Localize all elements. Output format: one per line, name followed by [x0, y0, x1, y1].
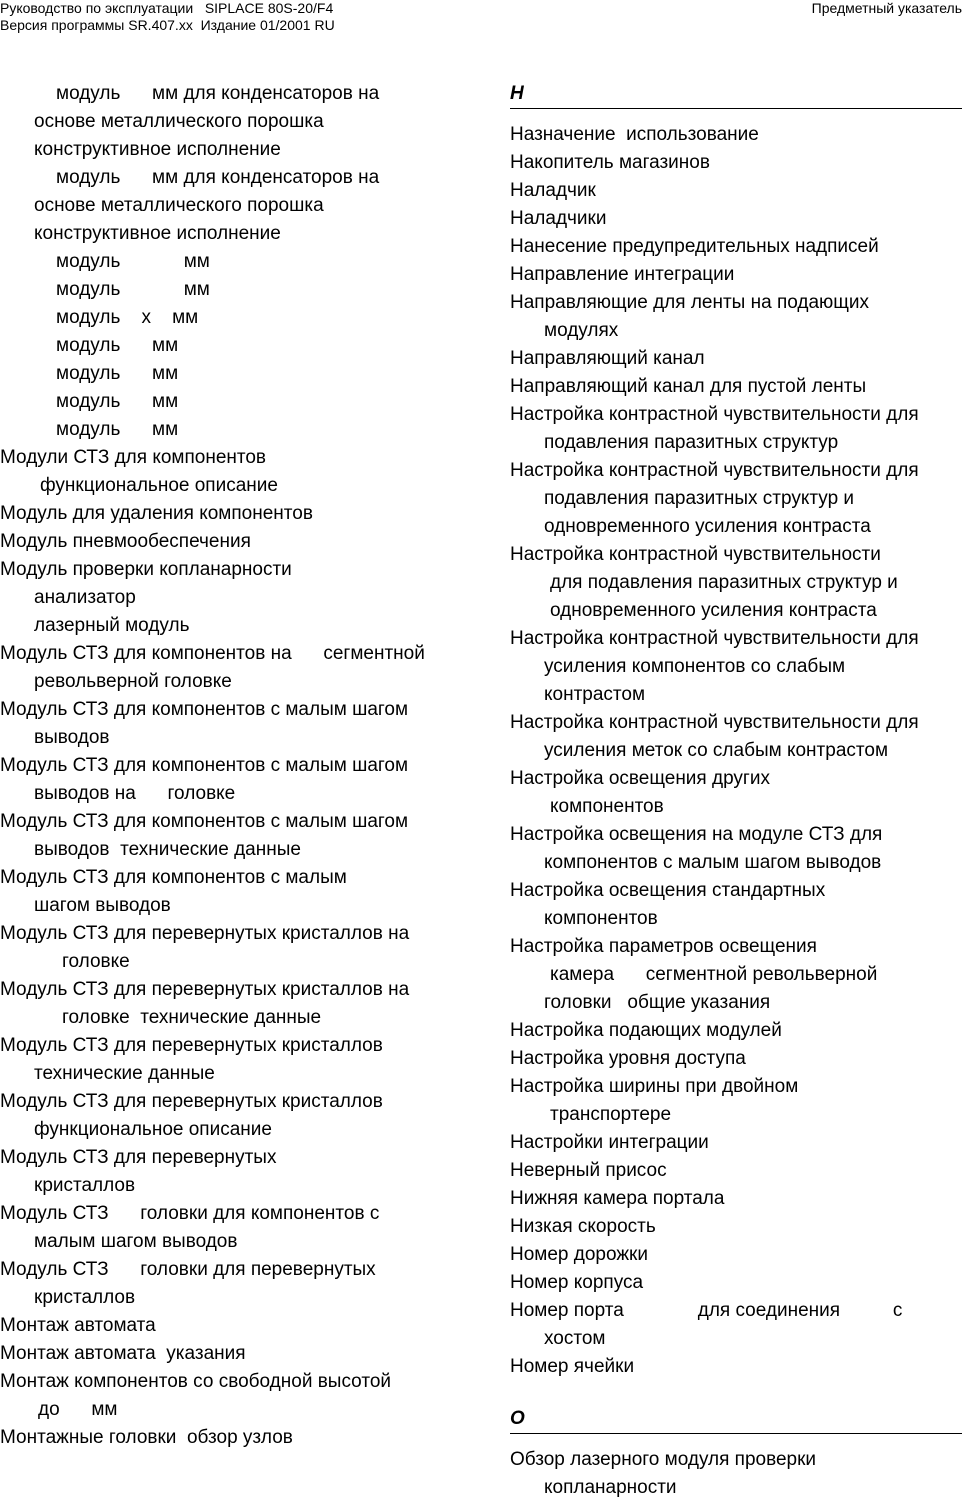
index-entry: Неверный присос: [510, 1160, 667, 1181]
index-entry: Настройка освещения других: [510, 768, 770, 789]
index-entry: модуль мм: [56, 279, 210, 300]
index-entry: Модуль СТЗ для компонентов с малым шагом: [0, 755, 409, 776]
index-entry: Модуль пневмообеспечения: [0, 531, 251, 552]
index-entry: Настройка контрастной чувствительности для: [510, 404, 919, 425]
index-entry: Номер дорожки: [510, 1244, 648, 1265]
index-entry: Наладчик: [510, 180, 596, 201]
index-entry: подавления паразитных структур: [544, 432, 839, 453]
index-entry: Модуль СТЗ для компонентов с малым: [0, 867, 347, 888]
index-entry: Настройка контрастной чувствительности для: [510, 628, 919, 649]
index-entry: конструктивное исполнение: [34, 223, 281, 244]
index-entry: компонентов: [550, 796, 664, 817]
index-entry: Накопитель магазинов: [510, 152, 710, 173]
header-manual-title: Руководство по эксплуатации SIPLACE 80S-20/F4: [0, 0, 334, 16]
index-entry: Модуль для удаления компонентов: [0, 503, 313, 524]
index-entry: компонентов: [544, 908, 658, 929]
index-entry: модуль мм: [56, 251, 210, 272]
section-letter: Н: [510, 83, 524, 104]
index-entry: Настройка параметров освещения: [510, 936, 817, 957]
index-entry: Настройка ширины при двойном: [510, 1076, 799, 1097]
index-entry: Модуль СТЗ для компонентов с малым шагом: [0, 699, 409, 720]
index-entry: основе металлического порошка: [34, 111, 324, 132]
index-entry: Направление интеграции: [510, 264, 735, 285]
index-entry: Настройка подающих модулей: [510, 1020, 782, 1041]
index-entry: Модули СТЗ для компонентов: [0, 447, 267, 468]
index-entry: усиления компонентов со слабым: [544, 656, 846, 677]
index-entry: Модуль СТЗ для перевернутых кристаллов: [0, 1035, 383, 1056]
section-letter: О: [510, 1408, 525, 1429]
index-entry: Нижняя камера портала: [510, 1188, 725, 1209]
index-entry: Настройка контрастной чувствительности для: [510, 712, 919, 733]
index-entry: Модуль проверки копланарности: [0, 559, 292, 580]
index-entry: Модуль СТЗ для перевернутых кристаллов: [0, 1091, 383, 1112]
index-entry: копланарности: [544, 1477, 677, 1498]
index-entry: Монтаж автомата: [0, 1315, 156, 1336]
index-entry: модуль мм для конденсаторов на: [56, 167, 380, 188]
index-entry: Модуль СТЗ головки для перевернутых: [0, 1259, 376, 1280]
index-entry: анализатор: [34, 587, 136, 608]
index-entry: Направляющие для ленты на подающих: [510, 292, 870, 313]
index-entry: выводов технические данные: [34, 839, 301, 860]
index-entry: Обзор лазерного модуля проверки: [510, 1449, 817, 1470]
index-entry: головки общие указания: [544, 992, 771, 1013]
header-version: Версия программы SR.407.xx Издание 01/2001 RU: [0, 17, 335, 33]
index-entry: основе металлического порошка: [34, 195, 324, 216]
index-entry: конструктивное исполнение: [34, 139, 281, 160]
section-divider: [510, 108, 962, 109]
index-entry: модуль мм: [56, 363, 179, 384]
index-entry: Монтаж автомата указания: [0, 1343, 246, 1364]
index-entry: Настройки интеграции: [510, 1132, 709, 1153]
index-entry: модулях: [544, 320, 619, 341]
index-entry: шагом выводов: [34, 895, 171, 916]
index-entry: Нанесение предупредительных надписей: [510, 236, 879, 257]
index-entry: Модуль СТЗ для перевернутых кристаллов на: [0, 923, 410, 944]
index-entry: Настройка освещения на модуле СТЗ для: [510, 824, 883, 845]
index-entry: Настройка уровня доступа: [510, 1048, 746, 1069]
index-entry: Настройка освещения стандартных: [510, 880, 826, 901]
index-entry: Номер корпуса: [510, 1272, 644, 1293]
section-divider: [510, 1433, 962, 1434]
index-entry: модуль мм: [56, 419, 179, 440]
index-entry: технические данные: [34, 1063, 215, 1084]
index-entry: малым шагом выводов: [34, 1231, 238, 1252]
index-entry: лазерный модуль: [34, 615, 190, 636]
index-entry: головке технические данные: [62, 1007, 322, 1028]
index-entry: револьверной головке: [34, 671, 232, 692]
index-column-left: [0, 80, 470, 1452]
index-entry: выводов: [34, 727, 110, 748]
index-entry: Модуль СТЗ для перевернутых: [0, 1147, 277, 1168]
index-entry: хостом: [544, 1328, 606, 1349]
index-entry: Модуль СТЗ для компонентов с малым шагом: [0, 811, 409, 832]
index-entry: усиления меток со слабым контрастом: [544, 740, 889, 761]
index-entry: одновременного усиления контраста: [544, 516, 871, 537]
index-entry: Монтаж компонентов со свободной высотой: [0, 1371, 391, 1392]
index-entry: модуль х мм: [56, 307, 199, 328]
index-entry: компонентов с малым шагом выводов: [544, 852, 882, 873]
index-entry: головке: [62, 951, 130, 972]
index-entry: контрастом: [544, 684, 646, 705]
index-entry: одновременного усиления контраста: [550, 600, 877, 621]
index-entry: Настройка контрастной чувствительности: [510, 544, 881, 565]
index-entry: кристаллов: [34, 1287, 136, 1308]
index-entry: кристаллов: [34, 1175, 136, 1196]
index-entry: транспортере: [550, 1104, 672, 1125]
index-entry: до мм: [38, 1399, 118, 1420]
header-section-title: Предметный указатель: [811, 0, 962, 16]
index-entry: функциональное описание: [34, 1119, 272, 1140]
index-entry: для подавления паразитных структур и: [550, 572, 898, 593]
index-entry: Номер порта для соединения с: [510, 1300, 903, 1321]
index-entry: Модуль СТЗ для перевернутых кристаллов на: [0, 979, 410, 1000]
index-entry: Направляющий канал для пустой ленты: [510, 376, 867, 397]
index-entry: модуль мм: [56, 335, 179, 356]
index-entry: Низкая скорость: [510, 1216, 656, 1237]
index-entry: Модуль СТЗ для компонентов на сегментной: [0, 643, 425, 664]
index-entry: Модуль СТЗ головки для компонентов с: [0, 1203, 380, 1224]
index-entry: подавления паразитных структур и: [544, 488, 855, 509]
index-entry: Наладчики: [510, 208, 607, 229]
index-entry: Номер ячейки: [510, 1356, 635, 1377]
index-entry: функциональное описание: [40, 475, 278, 496]
index-entry: выводов на головке: [34, 783, 236, 804]
index-column-right: [510, 80, 964, 1502]
index-entry: модуль мм: [56, 391, 179, 412]
index-entry: Назначение использование: [510, 124, 759, 145]
index-entry: Настройка контрастной чувствительности для: [510, 460, 919, 481]
index-entry: камера сегментной револьверной: [550, 964, 878, 985]
index-entry: Монтажные головки обзор узлов: [0, 1427, 293, 1448]
index-entry: Направляющий канал: [510, 348, 705, 369]
index-entry: модуль мм для конденсаторов на: [56, 83, 380, 104]
